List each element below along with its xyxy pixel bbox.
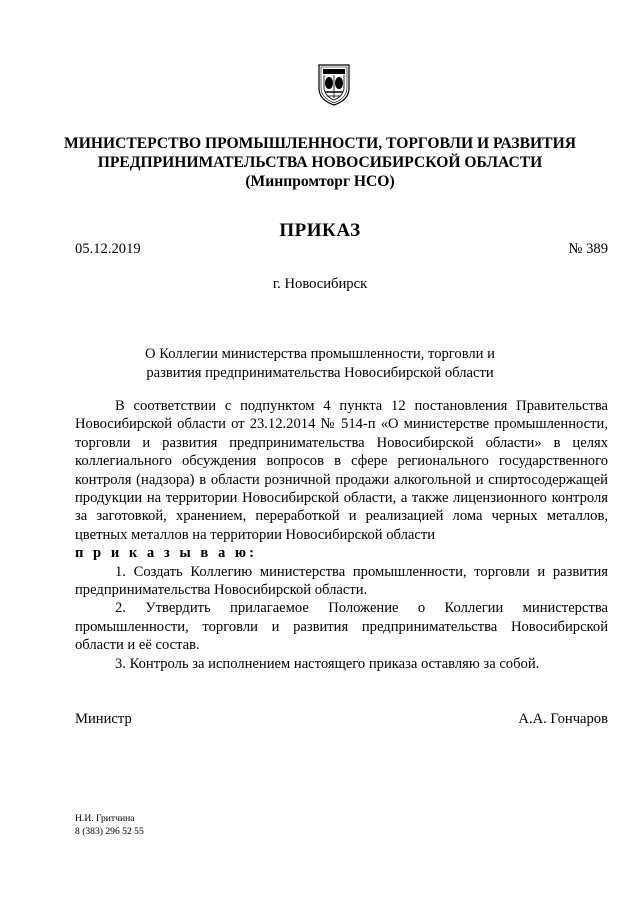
order-word: п р и к а з ы в а ю: bbox=[75, 545, 257, 562]
org-short-name: (Минпромторг НСО) bbox=[245, 173, 395, 190]
signatory-name: А.А. Гончаров bbox=[518, 711, 608, 727]
order-item-3: 3. Контроль за исполнением настоящего приказа оставляю за собой. bbox=[115, 655, 540, 672]
preamble-paragraph: В соответствии с подпунктом 4 пункта 12 постановления Правительства Новосибирской области от 23.12.2014 № 514-п «О министерстве промышленности, торговли и развития предпринимательства Новосибирской области» в целях коллегиального обсуждения вопросов в сфере регионального государственного контроля (надзора) в области розничной продажи алкогольной и спиртосодержащей продукции на территории Новосибирской области, а также лицензионного контроля за заготовкой, хранением, переработкой и реализацией лома черных металлов, цветных металлов на территории Новосибирской области bbox=[75, 398, 608, 543]
document-number: № 389 bbox=[568, 241, 608, 257]
order-item-2: 2. Утвердить прилагаемое Положение о Коллегии министерства промышленности, торговли и развития предпринимательства Новосибирской области и её состав. bbox=[75, 600, 608, 654]
document-subject: О Коллегии министерства промышленности, торговли и развития предпринимательства Новосибирской области bbox=[145, 346, 495, 381]
order-item-1: 1. Создать Коллегию министерства промышленности, торговли и развития предпринимательства Новосибирской области. bbox=[75, 563, 608, 599]
document-type-title: ПРИКАЗ bbox=[279, 220, 361, 241]
novosibirsk-oblast-coat-of-arms-icon bbox=[317, 62, 351, 106]
signatory-title: Министр bbox=[75, 711, 132, 727]
contact-person-name: Н.И. Гритчина bbox=[75, 813, 135, 824]
document-city: г. Новосибирск bbox=[272, 276, 368, 292]
org-name-line1: МИНИСТЕРСТВО ПРОМЫШЛЕННОСТИ, ТОРГОВЛИ И РАЗВИТИЯ bbox=[64, 135, 576, 152]
contact-person-phone: 8 (383) 296 52 55 bbox=[75, 826, 144, 837]
org-name-line2: ПРЕДПРИНИМАТЕЛЬСТВА НОВОСИБИРСКОЙ ОБЛАСТИ bbox=[97, 154, 543, 171]
document-date: 05.12.2019 bbox=[75, 241, 141, 257]
document-body bbox=[75, 397, 608, 673]
